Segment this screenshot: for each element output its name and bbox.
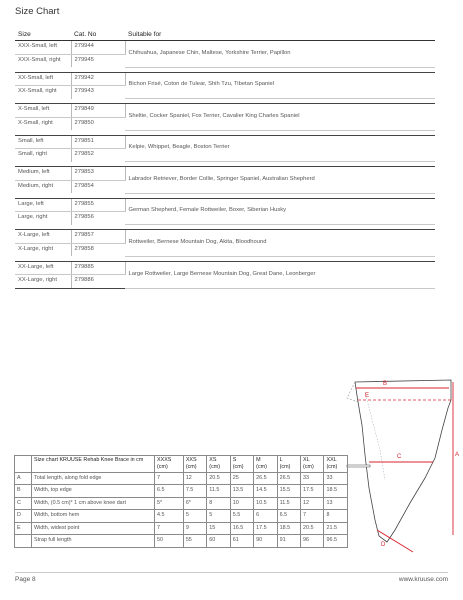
page-number: Page 8	[15, 576, 36, 583]
size-column-header: Size	[15, 30, 71, 41]
size-cell: Large, left	[15, 198, 71, 212]
row-key	[15, 535, 32, 548]
value-cell: 96.5	[324, 535, 348, 548]
size-cell: Small, right	[15, 149, 71, 162]
table-row	[15, 497, 348, 510]
brace-outline	[355, 380, 451, 542]
page-title: Size Chart	[15, 6, 60, 17]
size-cell: X-Large, left	[15, 230, 71, 244]
suitable-for-cell: Labrador Retriever, Border Collie, Springer Spaniel, Australian Shepherd	[125, 167, 435, 194]
value-cell: 16.5	[230, 522, 253, 535]
value-cell: 11.5	[207, 485, 230, 498]
value-cell: 50	[155, 535, 184, 548]
value-cell: 11.5	[277, 497, 300, 510]
size-column-header: XXS (cm)	[183, 456, 206, 473]
size-cell: Large, right	[15, 212, 71, 225]
suitable-for-cell: Kelpie, Whippet, Beagle, Boston Terrier	[125, 135, 435, 162]
value-cell: 9	[183, 522, 206, 535]
value-cell: 13.5	[230, 485, 253, 498]
value-cell: 26.5	[277, 472, 300, 485]
value-cell: 91	[277, 535, 300, 548]
suitable-for-cell: Chihuahua, Japanese Chin, Maltese, Yorkshire Terrier, Papillon	[125, 41, 435, 68]
value-cell: 25	[230, 472, 253, 485]
value-cell: 55	[183, 535, 206, 548]
value-cell: 33	[324, 472, 348, 485]
value-cell: 14.5	[254, 485, 277, 498]
cat-no-cell: 279858	[74, 245, 94, 252]
table-row	[15, 135, 435, 149]
diagram-label-d: D	[381, 542, 386, 548]
knee-dart-marker	[347, 465, 370, 467]
value-cell: 5	[183, 510, 206, 523]
value-cell: 10	[230, 497, 253, 510]
row-label: Width, (0.5 cm)* 1 cm above knee dart	[32, 497, 155, 510]
suitable-for-cell: Large Rottweiler, Large Bernese Mountain Dog, Great Dane, Leonberger	[125, 261, 435, 288]
value-cell: 8	[324, 510, 348, 523]
value-cell: 26.5	[254, 472, 277, 485]
row-label: Width, top edge	[32, 485, 155, 498]
size-column-header: XS (cm)	[207, 456, 230, 473]
size-cell: XX-Small, right	[15, 86, 71, 99]
value-cell: 33	[301, 472, 324, 485]
cat-no-cell: 279849	[71, 104, 125, 118]
value-cell: 5.5	[230, 510, 253, 523]
cat-no-cell: 279855	[71, 198, 125, 212]
size-cell: XXX-Small, left	[15, 41, 71, 55]
suitable-for-cell: Bichon Frisé, Coton de Tulear, Shih Tzu, Tibetan Spaniel	[125, 72, 435, 99]
cat-no-cell: 279856	[74, 214, 94, 221]
value-cell: 6.5	[277, 510, 300, 523]
table-row	[15, 510, 348, 523]
value-cell: 18.5	[324, 485, 348, 498]
row-key: E	[15, 522, 32, 535]
size-cell: Small, left	[15, 135, 71, 149]
size-column-header: XXL (cm)	[324, 456, 348, 473]
size-chart-table	[15, 30, 435, 289]
table-row	[15, 472, 348, 485]
size-cell: XX-Small, left	[15, 72, 71, 86]
value-cell: 6	[254, 510, 277, 523]
table-row	[15, 167, 435, 181]
suitable-for-cell: Rottweiler, Bernese Mountain Dog, Akita, Bloodhound	[125, 230, 435, 257]
website-url: www.kruuse.com	[398, 576, 448, 583]
footer-divider	[15, 572, 448, 573]
value-cell: 5*	[155, 497, 184, 510]
table-row	[15, 41, 435, 55]
row-key: D	[15, 510, 32, 523]
size-column-header: XL (cm)	[301, 456, 324, 473]
diagram-label-e: E	[365, 393, 370, 399]
d-dimension-line	[377, 530, 413, 552]
value-cell: 90	[254, 535, 277, 548]
table-row	[15, 230, 435, 244]
cat-no-cell: 279857	[71, 230, 125, 244]
value-cell: 17.5	[254, 522, 277, 535]
row-label: Total length, along fold edge	[32, 472, 155, 485]
value-cell: 15	[207, 522, 230, 535]
cat-no-cell: 279854	[74, 182, 94, 189]
value-cell: 5	[207, 510, 230, 523]
cat-no-cell: 279886	[71, 275, 125, 289]
table-row	[15, 535, 348, 548]
table-row	[15, 198, 435, 212]
suitable-for-column-header: Suitable for	[125, 30, 435, 41]
cat-no-cell: 279852	[74, 151, 94, 158]
value-cell: 7.5	[183, 485, 206, 498]
diagram-label-c: C	[397, 454, 402, 460]
size-cell: X-Large, right	[15, 243, 71, 256]
value-cell: 12	[301, 497, 324, 510]
knee-brace-size-table	[14, 455, 348, 548]
value-cell: 17.5	[301, 485, 324, 498]
size-cell: Medium, right	[15, 180, 71, 193]
size-column-header: L (cm)	[277, 456, 300, 473]
table-row	[15, 261, 435, 275]
cat-no-cell: 279851	[71, 135, 125, 149]
size-cell: XXX-Small, right	[15, 54, 71, 67]
value-cell: 15.5	[277, 485, 300, 498]
value-cell: 18.5	[277, 522, 300, 535]
cat-no-cell: 279942	[71, 72, 125, 86]
cat-no-cell: 279945	[74, 56, 94, 63]
cat-no-cell: 279885	[71, 261, 125, 275]
size-column-header: XXXS (cm)	[155, 456, 184, 473]
value-cell: 7	[301, 510, 324, 523]
value-cell: 6*	[183, 497, 206, 510]
cat-no-cell: 279944	[71, 41, 125, 55]
value-cell: 10.5	[254, 497, 277, 510]
table-row	[15, 72, 435, 86]
value-cell: 13	[324, 497, 348, 510]
row-label: Width, bottom hem	[32, 510, 155, 523]
table-row	[15, 485, 348, 498]
cat-no-cell: 279943	[74, 88, 94, 95]
value-cell: 20.5	[207, 472, 230, 485]
size-cell: Medium, left	[15, 167, 71, 181]
value-cell: 12	[183, 472, 206, 485]
cat-no-column-header: Cat. No	[71, 30, 125, 41]
diagram-label-a: A	[455, 452, 460, 458]
row-key: B	[15, 485, 32, 498]
size-column-header: S (cm)	[230, 456, 253, 473]
row-label: Strap full length	[32, 535, 155, 548]
cat-no-cell: 279850	[74, 119, 94, 126]
row-key: C	[15, 497, 32, 510]
value-cell: 21.5	[324, 522, 348, 535]
size-column-header: M (cm)	[254, 456, 277, 473]
value-cell: 61	[230, 535, 253, 548]
size-cell: X-Small, right	[15, 117, 71, 130]
value-cell: 6.5	[155, 485, 184, 498]
cat-no-cell: 279853	[71, 167, 125, 181]
table-row	[15, 522, 348, 535]
table-row	[15, 104, 435, 118]
value-cell: 60	[207, 535, 230, 548]
suitable-for-cell: German Shepherd, Female Rottweiler, Boxer, Siberian Husky	[125, 198, 435, 225]
row-label: Width, widest point	[32, 522, 155, 535]
value-cell: 96	[301, 535, 324, 548]
size-cell: XX-Large, left	[15, 261, 71, 275]
row-key: A	[15, 472, 32, 485]
diagram-label-b: B	[383, 381, 388, 387]
brace-key-header	[15, 456, 32, 473]
size-cell: X-Small, left	[15, 104, 71, 118]
brace-title: Size chart KRUUSE Rehab Knee Brace in cm	[32, 456, 155, 473]
size-cell: XX-Large, right	[15, 275, 71, 289]
value-cell: 7	[155, 472, 184, 485]
value-cell: 20.5	[301, 522, 324, 535]
value-cell: 4.5	[155, 510, 184, 523]
suitable-for-cell: Sheltie, Cocker Spaniel, Fox Terrier, Cavalier King Charles Spaniel	[125, 104, 435, 131]
value-cell: 7	[155, 522, 184, 535]
value-cell: 8	[207, 497, 230, 510]
